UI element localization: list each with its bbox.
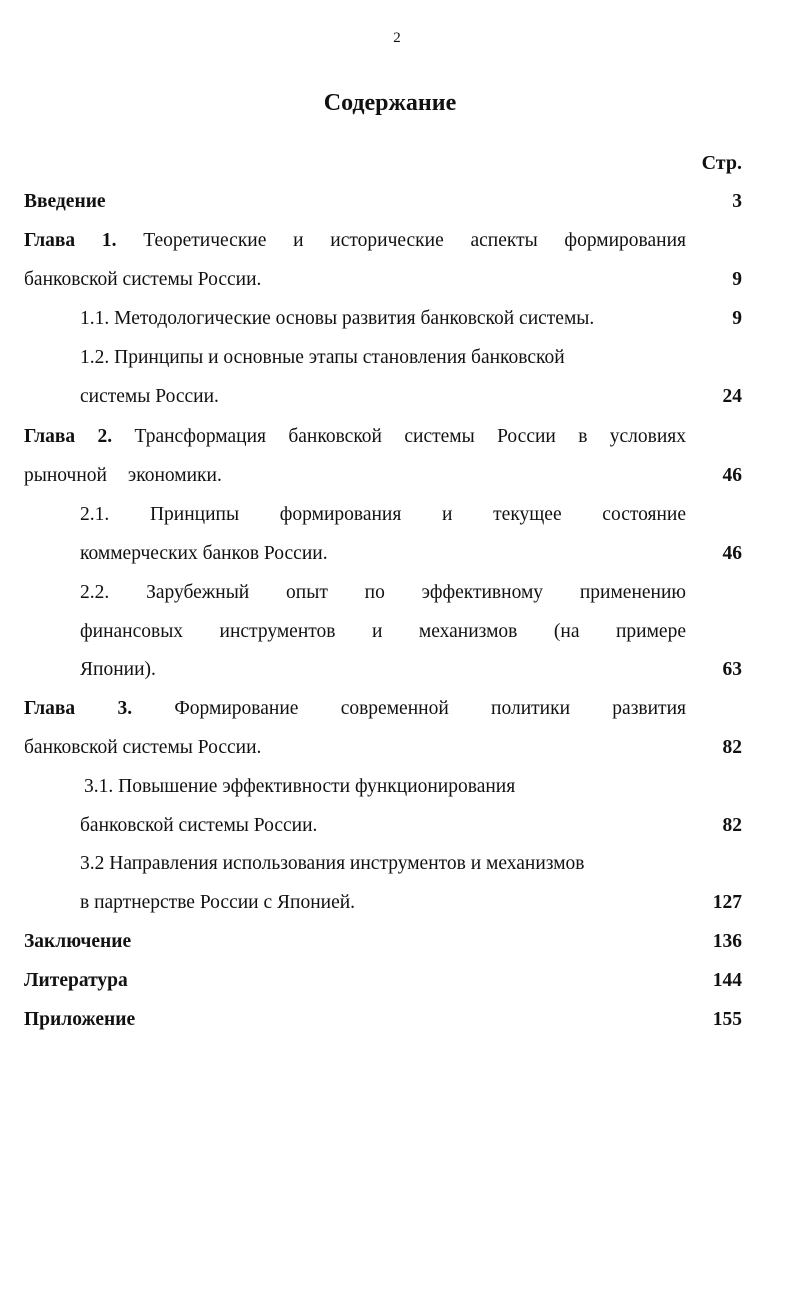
- toc-section-1-2-page: 24: [722, 386, 742, 407]
- toc-section-3-1-page: 82: [722, 815, 742, 836]
- toc-chapter1-page: 9: [732, 269, 742, 290]
- toc-chapter3-line2[interactable]: банковской системы России.: [24, 737, 262, 758]
- page-number: 2: [393, 30, 401, 46]
- toc-section-3-1-line1[interactable]: 3.1. Повышение эффективности функционирования: [84, 776, 516, 797]
- toc-section-2-1-line1[interactable]: 2.1. Принципы формирования и текущее состояние: [80, 504, 686, 525]
- toc-section-3-2-line1[interactable]: 3.2 Направления использования инструментов и механизмов: [80, 853, 585, 874]
- toc-intro-page: 3: [732, 191, 742, 212]
- toc-appendix-page: 155: [712, 1009, 742, 1030]
- toc-chapter2-page: 46: [722, 465, 742, 486]
- toc-chapter2-line2[interactable]: рыночной экономики.: [24, 465, 222, 486]
- chapter2-label: Глава 2.: [24, 426, 113, 447]
- chapter1-label: Глава 1.: [24, 230, 117, 251]
- chapter2-title: Трансформация банковской системы России в условиях: [134, 426, 687, 447]
- toc-chapter3-line1[interactable]: [24, 699, 686, 719]
- toc-title: Содержание: [323, 90, 457, 116]
- pages-column-header: Стр.: [701, 152, 742, 174]
- toc-literature-page: 144: [712, 970, 742, 991]
- toc-conclusion[interactable]: Заключение: [24, 931, 132, 952]
- toc-section-2-2-line3[interactable]: Японии).: [80, 659, 156, 680]
- toc-intro[interactable]: Введение: [24, 191, 106, 212]
- toc-section-3-2-page: 127: [712, 892, 742, 913]
- toc-section-1-2-line1[interactable]: 1.2. Принципы и основные этапы становления банковской: [80, 347, 565, 368]
- toc-section-3-1-line2[interactable]: банковской системы России.: [80, 815, 318, 836]
- toc-section-2-1-page: 46: [722, 543, 742, 564]
- toc-section-1-2-line2[interactable]: системы России.: [80, 386, 219, 407]
- toc-appendix[interactable]: Приложение: [24, 1009, 136, 1030]
- chapter3-label: Глава 3.: [24, 698, 133, 719]
- toc-chapter1-line2[interactable]: банковской системы России.: [24, 269, 262, 290]
- toc-section-2-2-page: 63: [722, 659, 742, 680]
- toc-section-2-1-line2[interactable]: коммерческих банков России.: [80, 543, 328, 564]
- toc-chapter2-line1[interactable]: [24, 427, 686, 447]
- toc-section-1-1-page: 9: [732, 308, 742, 329]
- toc-section-2-2-line2[interactable]: финансовых инструментов и механизмов (на примере: [80, 621, 686, 642]
- toc-literature[interactable]: Литература: [24, 970, 128, 991]
- toc-section-2-2-line1[interactable]: 2.2. Зарубежный опыт по эффективному применению: [80, 582, 686, 603]
- toc-conclusion-page: 136: [712, 931, 742, 952]
- chapter3-title: Формирование современной политики развития: [174, 698, 686, 719]
- toc-section-1-1[interactable]: 1.1. Методологические основы развития банковской системы.: [80, 308, 595, 329]
- toc-section-3-2-line2[interactable]: в партнерстве России с Японией.: [80, 892, 356, 913]
- chapter1-title: Теоретические и исторические аспекты формирования: [143, 230, 686, 251]
- toc-chapter3-page: 82: [722, 737, 742, 758]
- toc-chapter1-line1[interactable]: [24, 231, 686, 251]
